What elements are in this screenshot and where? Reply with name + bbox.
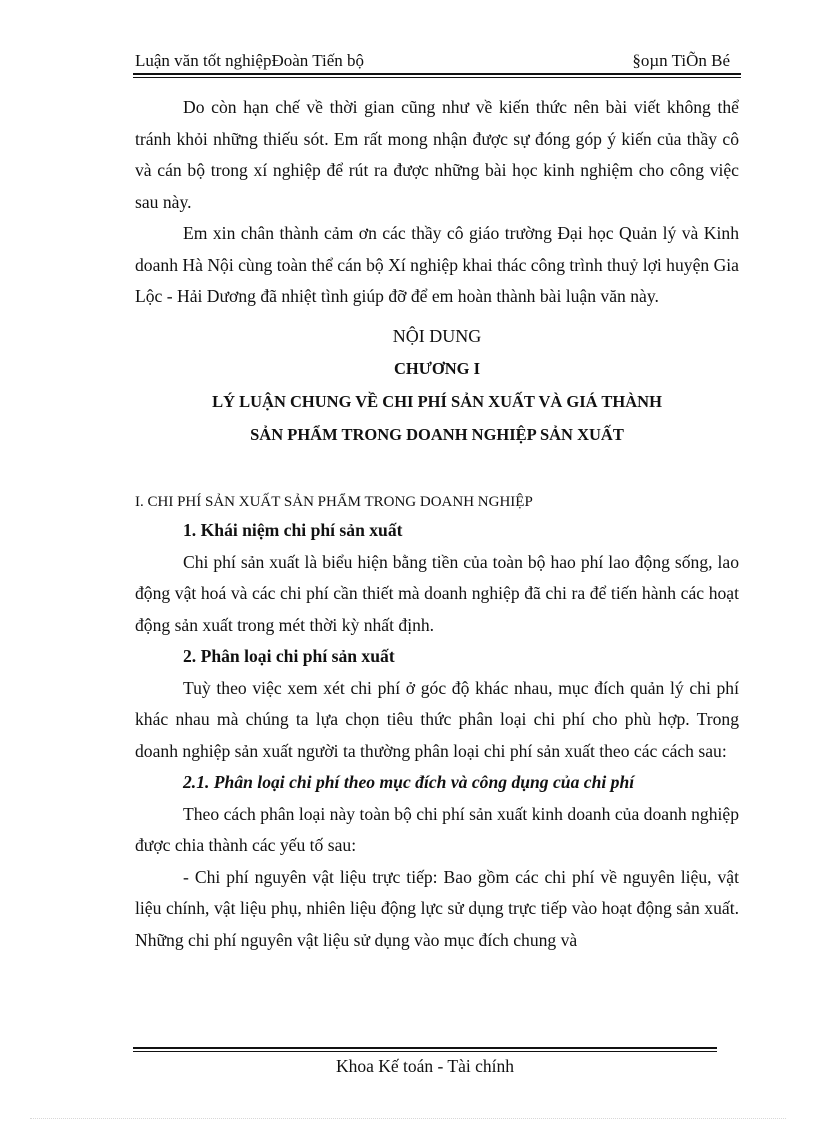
content-heading: NỘI DUNG: [392, 325, 482, 346]
paragraph-definition: Chi phí sản xuất là biểu hiện bằng tiền của toàn bộ hao phí lao động sống, lao động vật hoá và các chi phí cần thiết mà doanh nghiệp đã chi ra để tiến hành các hoạt động sản xuất trong mét thời kỳ nhất định.: [135, 551, 739, 635]
chapter-title-line-2: SẢN PHẨM TRONG DOANH NGHIỆP SẢN XUẤT: [250, 425, 624, 444]
chapter-heading: CHƯƠNG I: [393, 359, 480, 378]
footer-rule-thin: [133, 1051, 717, 1052]
page-header: [135, 50, 740, 72]
paragraph-thanks: Em xin chân thành cảm ơn các thầy cô giáo trường Đại học Quản lý và Kinh doanh Hà Nội cùng toàn thể cán bộ Xí nghiệp khai thác công trình thuỷ lợi huyện Gia Lộc - Hải Dương đã nhiệt tình giúp đỡ để em hoàn thành bài luận văn này.: [135, 223, 739, 306]
footer-rule: [133, 1047, 717, 1049]
header-left-text: Luận văn tốt nghiệpĐoàn Tiến bộ: [135, 51, 365, 70]
subsection-heading-2-1: 2.1. Phân loại chi phí theo mục đích và công dụng của chi phí: [183, 772, 635, 792]
page-body: [135, 92, 739, 956]
header-rule-thin: [133, 77, 741, 78]
page-bottom-dotted-line: [30, 1118, 786, 1119]
paragraph-classification-method: Theo cách phân loại này toàn bộ chi phí sản xuất kinh doanh của doanh nghiệp được chia thành các yếu tố sau:: [135, 803, 739, 855]
header-rule: [133, 73, 741, 75]
paragraph-material-costs: - Chi phí nguyên vật liệu trực tiếp: Bao gồm các chi phí về nguyên liệu, vật liệu chính, vật liệu phụ, nhiên liệu động lực sử dụng trực tiếp vào hoạt động sản xuất. Những chi phí nguyên vật liệu sử dụng vào mục đích chung và: [135, 866, 739, 950]
chapter-title-line-1: LÝ LUẬN CHUNG VỀ CHI PHÍ SẢN XUẤT VÀ GIÁ THÀNH: [212, 392, 662, 411]
subsection-heading-2: 2. Phân loại chi phí sản xuất: [183, 646, 395, 666]
header-right-text: §oµn TiÕn Bé: [632, 51, 730, 70]
page-footer: Khoa Kế toán - Tài chính: [335, 1056, 515, 1076]
section-heading: I. CHI PHÍ SẢN XUẤT SẢN PHẨM TRONG DOANH NGHIỆP: [135, 494, 533, 510]
subsection-heading-1: 1. Khái niệm chi phí sản xuất: [183, 520, 403, 540]
paragraph-classification: Tuỳ theo việc xem xét chi phí ở góc độ khác nhau, mục đích quản lý chi phí khác nhau mà chúng ta lựa chọn tiêu thức phân loại chi phí cho phù hợp. Trong doanh nghiệp sản xuất người ta thường phân loại chi phí sản xuất theo các cách sau:: [135, 677, 739, 761]
paragraph-limitations: Do còn hạn chế về thời gian cũng như về kiến thức nên bài viết không thể tránh khỏi những thiếu sót. Em rất mong nhận được sự đóng góp ý kiến của thầy cô và cán bộ trong xí nghiệp để rút ra được những bài học kinh nghiệm cho công việc sau này.: [135, 97, 739, 212]
